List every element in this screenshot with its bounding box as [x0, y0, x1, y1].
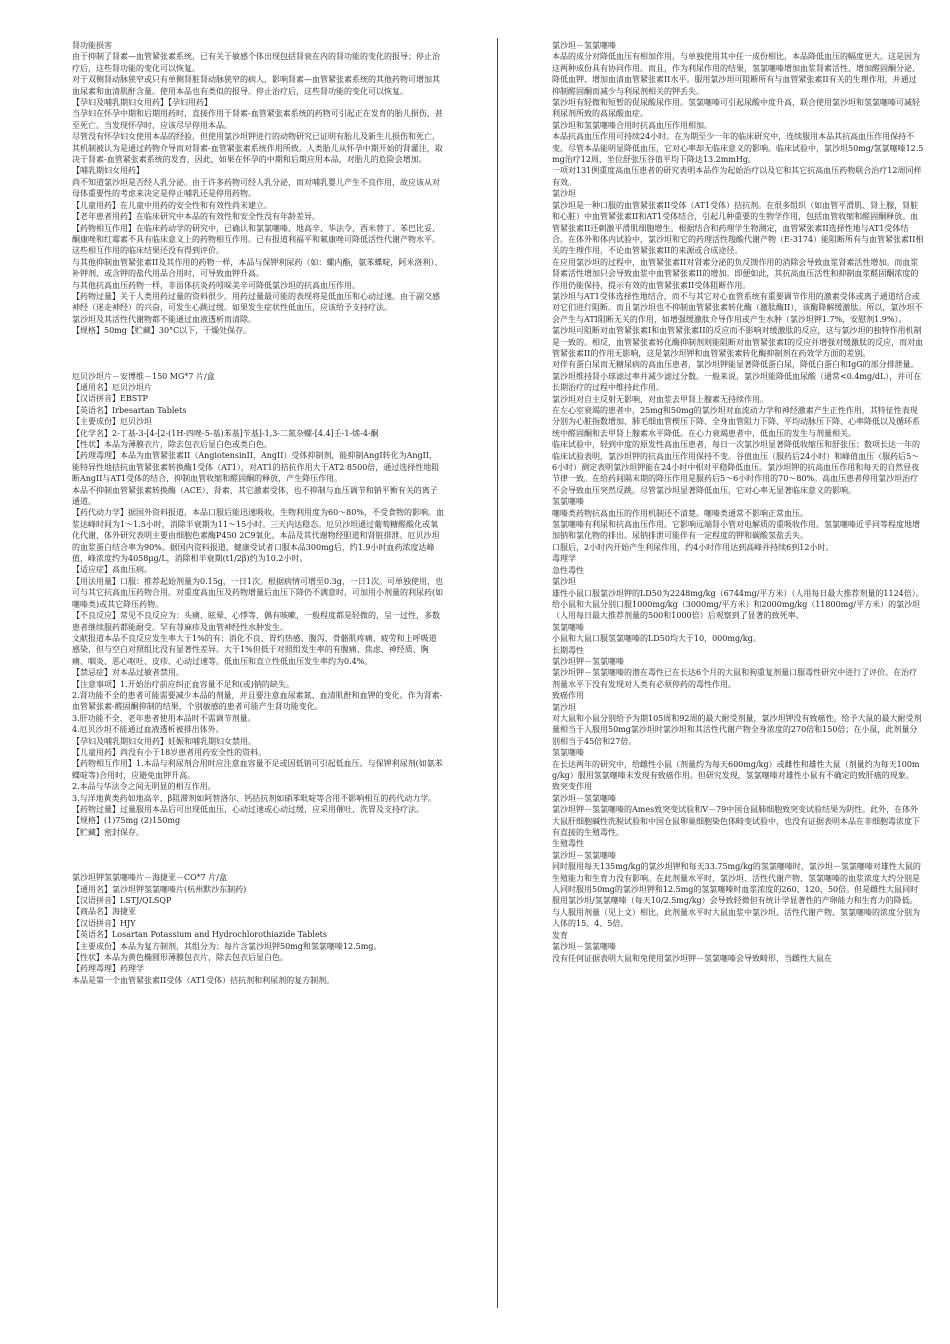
paragraph: 氯沙坦可阻断对血管紧张素I和血管紧张素II的反应而不影响对缓激肽的反应，这与氯沙坦的独特作用机制是一致的。相反，血管紧张素转化酶抑制剂则能阻断对血管紧张素I的反应并增强对缓激肽的反应，而对血管紧张素II的作用无影响，这是氯沙坦钾和血管紧张素转化酶抑制剂在药效学方面的差别。	[552, 326, 924, 358]
paragraph: 【规格】50mg【贮藏】30°C以下，干燥处保存。	[72, 326, 252, 336]
paragraph: 一项对131例重度高血压患者的研究表明本品作为起始治疗以及它和其它抗高血压药物联合治疗12周同样有效。	[552, 166, 922, 187]
paragraph: 【药物相互作用】在临床药动学的研究中，已确认和氯氯噻嗪、地高辛、华法令、西米替丁、苯巴比妥、酮康唑和红霉素不具有临床意义上的药物相互作用。已有报道利福平和氟康唑可降低活性代谢产物水平。这些相互作用的临床结果还没有得到评价。	[72, 223, 440, 256]
paragraph: 氯沙坦	[552, 189, 576, 199]
paragraph: 噻嗪类药物抗高血压的作用机制还不清楚。噻嗪类通常不影响正常血压。	[552, 508, 808, 518]
paragraph: 3.与洋地黄类药如地高辛、β阻滞剂如阿替洛尔、钙拮抗剂如硝苯吡啶等合用不影响相互的药代动力学。	[72, 793, 437, 803]
paragraph: 【药代动力学】据国外资料报道，本品口服后能迅速吸收，生物利用度为60～80%，不受食物的影响。血浆达峰时间为1～1.5小时，消除半衰期为11～15小时。三天内达稳态。厄贝沙坦通过葡萄糖醛酸化或氧化代谢，体外研究表明主要由细胞色素酶P450 2C9氧化。本品及其代谢物经胆道和肾脏排泄。厄贝沙坦的血浆蛋白结合率为90%。据国内资料报道，健康受试者口服本品300mg后，约1.9小时血药浓度达峰值，峰浓度约为4058μg/L，消除相半衰期(t1/2β)约为10.2小时。	[72, 508, 444, 564]
paragraph: 氢氯噻嗪有利尿和抗高血压作用。它影响远端肾小管对电解质的重吸收作用。氢氯噻嗪近乎同等程度地增加钠和氯化物的排出。尿钠排泄可能伴有一定程度的钾和碳酸氢盐丢失。	[552, 520, 920, 541]
paragraph: 与其他抑制血管紧张素II及其作用的药物一样，本品与保钾利尿药（如：螺内酯，氨苯蝶啶，阿米洛利）、补钾剂、或含钾的盐代用品合用时，可导致血钾升高。	[72, 257, 443, 279]
paragraph: 口服后，2小时内开始产生利尿作用，约4小时作用达到高峰并持续6到12小时。	[552, 542, 834, 552]
paragraph: 氯沙坦	[552, 577, 576, 587]
paragraph: 在左心室衰竭的患者中，25mg和50mg的氯沙坦对血流动力学和神经激素产生正性作用，其特征性表现分别为心脏指数增加、肺毛细血管楔压下降、全身血管阻力下降、平均动脉压下降、心率降低以及循环系统中醛固酮和去甲肾上腺素水平降低。在心力衰竭患者中，低血压的发生与剂量相关。	[552, 406, 920, 438]
paragraph: 氯沙坦是一种口服的血管紧张素II受体（AT1受体）拮抗剂。在很多组织（如血管平滑肌、肾上腺，肾脏和心脏）中血管紧张素II和AT1受体结合，引起几种重要的生物学作用，包括血管收缩和醛固酮释放。血管紧张素II还刺激平滑肌细胞增生。根据结合和药理学生物测定，血管紧张素II选择性地与AT1受体结合。在体外和体内试验中，氯沙坦和它的药理活性羧酸代谢产物（E-3174）能阻断所有与血管紧张素II相关的生理作用，不论血管紧张素II的来源或合成途径。	[552, 200, 924, 256]
paragraph: 本品不抑制血管紧张素转换酶（ACE）、肾素、其它激素受体，也不抑制与血压调节和钠平衡有关的离子通道。	[72, 485, 438, 507]
paragraph: 氯沙坦和氢氯噻嗪合用时抗高血压作用相加。	[552, 120, 712, 130]
paragraph: 对伴有蛋白尿而无糖尿病的高血压患者，氯沙坦钾能显著降低蛋白尿，降低白蛋白和IgG的部分排泄量。氯沙坦维持肾小球滤过率并减少滤过分数。一般来说，氯沙坦能降低血尿酸（通常<0.4mg/dL），并可在长期治疗的过程中维持此作用。	[552, 360, 922, 393]
paragraph: 【化学名】2-丁基-3-[4-[2-(1H-四唑-5-基)苯基]苄基]-1,3-二氮杂螺-[4.4]壬-1-烯-4-酮	[72, 428, 379, 438]
paragraph: 【不良反应】常见不良反应为：头痛、眩晕、心悸等，偶有咳嗽，一般程度都是轻微的，呈一过性，多数患者继续服药都能耐受。罕有荨麻疹及血管神经性水肿发生。	[72, 611, 440, 632]
section-gap	[72, 838, 444, 872]
paragraph: 临床试验中，轻到中度的原发性高血压患者，每日一次氯沙坦显著降低收缩压和舒张压；数项长达一年的临床试验表明，氯沙坦钾的抗高血压作用保持不变。谷值血压（服药后24小时）和峰值血压（服药后5～6小时）测定表明氯沙坦钾能在24小时中相对平稳降低血压。氯沙坦钾的抗高血压作用和每天的自然昼夜节律一致。在给药间隔末期的降压作用是服药后5～6小时作用的70～80%。高血压患者停用氯沙坦治疗不会导致血压突然反跳。尽管氯沙坦显著降低血压，它对心率无显著临床意义的影响。	[552, 440, 920, 495]
paragraph: 【儿童用药】尚没有小于18岁患者用药安全性的资料。	[72, 747, 267, 757]
paragraph: 氯沙坦与AT1受体选择性地结合，而不与其它对心血管系统有重要调节作用的激素受体或离子通道结合或对它们进行阻断。而且氯沙坦也不抑制血管紧张素转化酶（激肽酶II），该酶降解缓激肽。所以，氯沙坦不会产生与ATI阻断无关的作用，如增强缓激肽介导作用或产生水肿（氯沙坦钾1.7%，安慰剂1.9%）。	[552, 291, 923, 324]
paragraph: 【主要成份】本品为复方制剂，其组分为：每片含氯沙坦钾50mg和氢氯噻嗪12.5mg。	[72, 941, 382, 951]
paragraph: 没有任何证据表明大鼠和兔使用氯沙坦钾－氢氯噻嗪会导致畸形，当雌性大鼠在	[552, 953, 832, 963]
paragraph: 【药理毒理】本品为血管紧张素II（AngiotensinII，AngII）受体抑制剂，能抑制AngI转化为AngII，能特异性地拮抗血管紧张素转换酶1受体（AT1），对AT1的拮抗作用大于AT2 8500倍，通过选择性地阻断AngII与AT1受体的结合，抑制血管收缩和醛固酮的释放，产生降压作用。	[72, 451, 440, 484]
paragraph: 【规格】(1)75mg (2)150mg	[72, 816, 181, 826]
paragraph: 小鼠和大鼠口服氢氯噻嗪的LD50均大于10，000mg/kg。	[552, 634, 761, 644]
paragraph: 尚不知道氯沙坦是否经人乳分泌。由于许多药物可经人乳分泌，而对哺乳婴儿产生不良作用，故应该从对母体重要性的考虑来决定是停止哺乳还是停用药物。	[72, 177, 440, 199]
paragraph: 在应用氯沙坦的过程中，血管紧张素II对肾素分泌的负反馈作用的消除会导致血浆肾素活性增加。而血浆肾素活性增加只会导致血浆中血管紧张素II的增加。即便如此，其抗高血压活性和抑制血浆醛固酮浓度的作用仍能保持，提示有效的血管紧张素II受体阻断作用。	[552, 257, 919, 290]
paragraph: 【英语名】Irbesartan Tablets	[72, 405, 187, 415]
paragraph: 氢氯噻嗪	[552, 497, 584, 507]
paragraph: 【主要成份】厄贝沙坦	[72, 417, 152, 427]
paragraph: 氯沙坦－氢氯噻嗪	[552, 942, 616, 952]
paragraph: 【注意事项】1.开始治疗前应纠正血容量不足和(或)钠的缺失。	[72, 679, 294, 689]
paragraph: 【用法用量】口服：推荐起始剂量为0.15g，一日1次。根据病情可增至0.3g，一日1次。可单独使用，也可与其它抗高血压药物合用。对重度高血压及药物增量后血压下降仍不满意时，可加用小剂量的利尿药(如噻嗪类)或其它降压药物。	[72, 576, 444, 609]
paragraph: 【药物过量】关于人类用药过量的资料很少。用药过量最可能的表现将是低血压和心动过速。由于副交感神经（迷走神经）的兴奋，可发生心跳过缓。如果发生症状性低血压，应该给予支持疗法。	[72, 291, 440, 313]
paragraph: 【药物过量】过量服用本品后可出现低血压，心动过速或心动过缓，应采用催吐、洗胃及支持疗法。	[72, 805, 424, 814]
paragraph: 氯沙坦钾氢氯噻嗪片－海捷亚－CO*7 片/盒	[72, 873, 228, 883]
paragraph: 【药理毒理】药理学	[72, 964, 144, 974]
left-column	[72, 40, 444, 986]
paragraph: 【药物相互作用】1.本品与利尿剂合用时应注意血容量不足或因低钠可引起低血压。与保钾利尿剂(如氨苯蝶啶等)合用时，应避免血钾升高。	[72, 759, 443, 780]
paragraph: 【适应症】高血压病。	[72, 565, 152, 575]
paragraph: 【汉语拼音】HJY	[72, 918, 136, 928]
paragraph: 本品的成分对降低血压有相加作用，与单独使用其中任一成份相比，本品降低血压的幅度更大。这是因为这两种成份具有协同作用。而且，作为利尿作用的结果，氢氯噻嗪增加血浆肾素活性、增加醛固酮分泌、降低血钾、增加血清血管紧张素II水平。服用氯沙坦可阻断所有与血管紧张素II有关的生理作用，并通过抑制醛固酮而减少与利尿剂相关的钾丢失。	[552, 52, 920, 96]
paragraph: 【孕妇及哺乳期妇女用药】【孕妇用药】	[72, 98, 212, 108]
paragraph: 氯沙坦钾－氢氯噻嗪	[552, 656, 624, 666]
paragraph: 【通用名】厄贝沙坦片	[72, 382, 152, 392]
paragraph: 【商品名】海捷亚	[72, 907, 136, 917]
paragraph: 生殖毒性	[552, 839, 584, 849]
paragraph: 尽管没有怀孕妇女使用本品的经验，但使用氯沙坦钾进行的动物研究已证明有胎儿及新生儿损伤和死亡，其机制被认为是通过药物介导而对肾素-血管紧张素系统作用所致。人类胎儿从怀孕中期开始的肾灌注，取决于肾素-血管紧张素系统的发育，因此，如果在怀孕的中期和后期应用本品，对胎儿的危险会增加。	[72, 132, 443, 165]
paragraph: 2.本品与华法令之间无明显的相互作用。	[72, 782, 216, 792]
section-gap	[72, 337, 444, 371]
paragraph: 毒理学	[552, 554, 576, 564]
paragraph: 【汉语拼音】LSTJ/QLSQP	[72, 896, 172, 906]
paragraph: 【禁忌症】对本品过敏者禁用。	[72, 668, 184, 678]
paragraph: 肾功能损害	[72, 41, 112, 50]
paragraph: 氯沙坦对自主反射无影响，对血浆去甲肾上腺素无持续作用。	[552, 394, 768, 404]
paragraph: 氢氯噻嗪	[552, 748, 584, 758]
paragraph: 【英语名】Losartan Potassium and Hydrochlorothiazide Tablets	[72, 930, 327, 940]
paragraph: 由于抑制了肾素—血管紧张素系统，已有关于敏感个体出现包括肾衰在内的肾功能的变化的报导；停止治疗后，这些肾功能的变化可以恢复。	[72, 52, 440, 73]
paragraph: 氯沙坦－氢氯噻嗪	[552, 850, 616, 860]
column-divider	[497, 38, 498, 1308]
paragraph: 本品是第一个血管紧张素II受体（AT1受体）拮抗剂和利尿剂的复方制剂。	[72, 975, 335, 985]
right-column	[552, 40, 924, 964]
paragraph: 同时服用每天135mg/kg的氯沙坦钾和每天33.75mg/kg的氢氯噻嗪时，氯沙坦－氢氯噻嗪对雄性大鼠的生殖能力和生育力没有影响。在此剂量水平时，氯沙坦、活性代谢产物、氢氯噻嗪的血浆浓度大约分别是人同时服用50mg的氯沙坦钾和12.5mg的氢氯噻嗪时血浆浓度的260、120、50倍。但是雌性大鼠同时服用氯沙坦/氢氯噻嗪（每天10/2.5mg/kg）会导致轻微但有统计学显著性的产卵能力和生育力的降低。与人服用剂量（见上文）相比，此剂量水平时大鼠血浆中氯沙坦、活性代谢产物、氢氯噻嗪的浓度分别为人体的15、4、5倍。	[552, 862, 921, 929]
paragraph: 【儿童用药】在儿童中用药的安全性和有效性尚未建立。	[72, 200, 272, 210]
paragraph: 对于双侧肾动脉狭窄或只有单侧肾脏肾动脉狭窄的病人，影响肾素—血管紧张素系统的其他药物可增加其血尿素和血清肌酐含量。使用本品也有类似的报导。停止治疗后，这些肾功能的变化可以恢复。	[72, 75, 440, 96]
paragraph: 【孕妇及哺乳期妇女用药】妊娠和哺乳期妇女禁用。	[72, 736, 256, 746]
paragraph: 【性状】本品为薄膜衣片，除去包衣后显白色或类白色。	[72, 440, 272, 449]
paragraph: 氯沙坦－氢氯噻嗪	[552, 793, 616, 803]
paragraph: 与其他抗高血压药物一样，非甾体抗炎药吲哚美辛可降低氯沙坦的抗高血压作用。	[72, 280, 360, 290]
paragraph: 【贮藏】密封保存。	[72, 827, 144, 837]
paragraph: 在长达两年的研究中，给雌性小鼠（剂量约为每天600mg/kg）或雌性和雄性大鼠（剂量约为每天100mg/kg）服用氢氯噻嗪未发现有致癌作用。但研究发现，氢氯噻嗪对雄性小鼠有不确定的致肝癌的现象。	[552, 759, 920, 780]
paragraph: 2.肾功能不全的患者可能需要减少本品的剂量，并且要注意血尿素氮、血清肌酐和血钾的变化。作为肾素-血管紧张素-醛固酮抑制的结果，个别敏感的患者可能产生肾功能变化。	[72, 690, 443, 712]
paragraph: 氯沙坦钾－氢氯噻嗪的Ames致突变试验和V－79中国仓鼠肺细胞致突变试验结果为阴性。此外，在体外大鼠肝细胞碱性洗脱试验和中国仓鼠卵巢细胞染色体畸变试验中，也没有证据表明本品在非细胞毒浓度下有直接的生殖毒性。	[552, 805, 920, 838]
paragraph: 氯沙坦钾－氢氯噻嗪的潜在毒性已在长达6个月的大鼠和狗重复剂量口服毒性研究中进行了评价。在治疗剂量水平下没有发现对人类有必须停药的毒性作用。	[552, 668, 918, 689]
paragraph: 文献报道本品不良反应发生率大于1%的有：消化不良、胃灼热感、腹泻、骨骼肌疼痛、疲劳和上呼吸道感染，但与空白对照组比没有显著性差异。大于1%但低于对照组发生率的有腹痛、焦虑、神经质、胸痛、咽炎、恶心呕吐、皮疹、心动过速等。低血压和直立性低血压发生率约为0.4%。	[72, 633, 437, 666]
paragraph: 发育	[552, 930, 568, 940]
paragraph: 急性毒性	[552, 565, 584, 575]
paragraph: 致癌作用	[552, 691, 584, 701]
paragraph: 【通用名】氯沙坦钾氢氯噻嗪片(杭州默沙东制药)	[72, 884, 247, 894]
paragraph: 雄性小鼠口服氯沙坦钾的LD50为2248mg/kg（6744mg/平方米）（人用每日最大推荐剂量的1124倍）。给小鼠和大鼠分别口服1000mg/kg（3000mg/平方米）和2000mg/kg（11800mg/平方米）的氯沙坦（人用每日最大推荐剂量的500和1000倍）后观察到了显著的致死率。	[552, 588, 924, 621]
paragraph: 氯沙坦－氢氯噻嗪	[552, 41, 616, 50]
paragraph: 氯沙坦有轻微和短暂的促尿酸尿作用。氢氯噻嗪可引起尿酸中度升高，联合使用氯沙坦和氢氯噻嗪可减轻利尿剂所致的高尿酸血症。	[552, 98, 920, 119]
paragraph: 厄贝沙坦片－安博维－150 MG*7 片/盒	[72, 371, 215, 381]
paragraph: 【哺乳期妇女用药】	[72, 166, 144, 176]
paragraph: 【老年患者用药】在临床研究中本品的有效性和安全性没有年龄差异。	[72, 212, 320, 222]
paragraph: 长期毒性	[552, 645, 584, 655]
paragraph: 氢氯噻嗪	[552, 622, 584, 632]
paragraph: 致突变作用	[552, 782, 592, 792]
paragraph: 本品抗高血压作用可持续24小时。在为期至少一年的临床研究中，连续服用本品其抗高血压作用保持不变。尽管本品能明显降低血压，它对心率却无临床意义的影响。临床试验中，氯沙坦50mg/氢氯噻嗪12.5mg治疗12周，坐位舒张压谷值平均下降达13.2mmHg。	[552, 132, 924, 165]
paragraph: 氯沙坦及其活性代谢物都不能通过血液透析而清除。	[72, 314, 256, 324]
paragraph: 【汉语拼音】EBSTP	[72, 394, 148, 404]
paragraph: 氯沙坦	[552, 702, 576, 712]
paragraph: 对大鼠和小鼠分别给予为期105周和92周的最大耐受剂量，氯沙坦钾没有致癌性。给予大鼠的最大耐受剂量相当于人服用50mg氯沙坦时氯沙坦和其活性代谢产物全身浓度的270倍和150倍；在小鼠，此剂量分别相当于45倍和27倍。	[552, 713, 922, 746]
paragraph: 3.肝功能不全、老年患者使用本品时不需调节剂量。	[72, 713, 256, 723]
paragraph: 当孕妇在怀孕中期和后期用药时，直接作用于肾素-血管紧张素系统的药物可引起正在发育的胎儿损伤，甚至死亡。当发现怀孕时，应该尽早停用本品。	[72, 109, 443, 130]
paragraph: 4.厄贝沙坦不能通过血液透析被排出体外。	[72, 725, 224, 735]
paragraph: 【性状】本品为黄色椭圆形薄膜包衣片，除去包衣后显白色。	[72, 953, 288, 963]
